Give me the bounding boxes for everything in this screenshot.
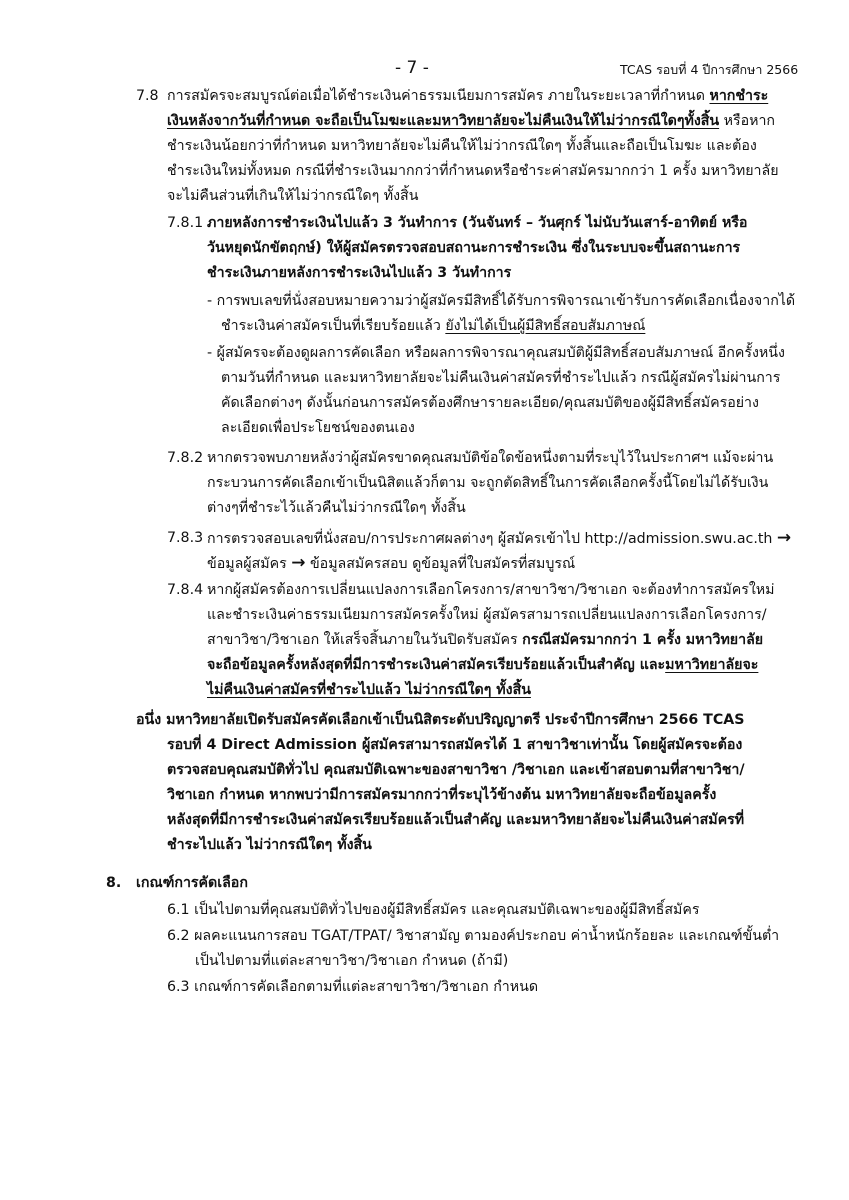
emphasis-text: กรณีสมัครมากกว่า 1 ครั้ง มหาวิทยาลัย (522, 632, 764, 648)
bullet-line (221, 316, 645, 336)
paragraph-line (167, 111, 775, 131)
section-number: 7.8.4 (167, 582, 204, 598)
list-item: 6.1 เป็นไปตามที่คุณสมบัติทั่วไปของผู้มีสิทธิ์สมัคร และคุณสมบัติเฉพาะของผู้มีสิทธิ์สมัคร (167, 902, 700, 918)
emphasis-text: เงินหลังจากวันที่กำหนด จะถือเป็นโมฆะและมหาวิทยาลัยจะไม่คืนเงินให้ไม่ว่ากรณีใดๆทั้งสิ้น (167, 113, 720, 129)
arrow-right-icon: → (291, 553, 306, 573)
paragraph-line: ภายหลังการชำระเงินไปแล้ว 3 วันทำการ (วันจันทร์ – วันศุกร์ ไม่นับวันเสาร์-อาทิตย์ หรือ (207, 215, 748, 231)
bullet-line: - ผู้สมัครจะต้องดูผลการคัดเลือก หรือผลการพิจารณาคุณสมบัติผู้มีสิทธิ์สอบสัมภาษณ์ อีกครั้งหนึ่ง (207, 345, 785, 361)
paragraph-line (207, 655, 758, 675)
list-item: 6.2 ผลคะแนนการสอบ TGAT/TPAT/ วิชาสามัญ ตามองค์ประกอบ ค่าน้ำหนักร้อยละ และเกณฑ์ขั้นต่ำ (167, 928, 780, 944)
section-number: 7.8.3 (167, 530, 204, 546)
text: สาขาวิชา/วิชาเอก ให้เสร็จสิ้นภายในวันปิดรับสมัคร (207, 632, 523, 648)
section-number: 8. (106, 875, 122, 891)
paragraph-line: ต่างๆที่ชำระไว้แล้วคืนไม่ว่ากรณีใดๆ ทั้งสิ้น (207, 500, 466, 516)
paragraph-line: หากผู้สมัครต้องการเปลี่ยนแปลงการเลือกโครงการ/สาขาวิชา/วิชาเอก จะต้องทำการสมัครใหม่ (207, 582, 775, 598)
bullet-line: คัดเลือกต่างๆ ดังนั้นก่อนการสมัครต้องศึกษารายละเอียด/คุณสมบัติของผู้มีสิทธิ์สมัครอย่าง (221, 395, 759, 411)
paragraph-line: กระบวนการคัดเลือกเข้าเป็นนิสิตแล้วก็ตาม จะถูกตัดสิทธิ์ในการคัดเลือกครั้งนี้โดยไม่ได้รับเงิน (207, 475, 769, 491)
list-item: 6.3 เกณฑ์การคัดเลือกตามที่แต่ละสาขาวิชา/วิชาเอก กำหนด (167, 979, 539, 995)
paragraph-line: หากตรวจพบภายหลังว่าผู้สมัครขาดคุณสมบัติข้อใดข้อหนึ่งตามที่ระบุไว้ในประกาศฯ แม้จะผ่าน (207, 450, 774, 466)
paragraph-line: ชำระเงินภายหลังการชำระเงินไปแล้ว 3 วันทำการ (207, 265, 512, 281)
paragraph-line (207, 630, 763, 650)
paragraph-line (207, 553, 575, 574)
section-title: เกณฑ์การคัดเลือก (136, 875, 248, 891)
emphasis-text: หากชำระ (709, 88, 769, 104)
text: หรือหาก (719, 113, 776, 129)
paragraph-line (207, 528, 791, 549)
arrow-right-icon: → (776, 528, 792, 548)
section-number: 7.8 (136, 88, 159, 104)
bullet-line: - การพบเลขที่นั่งสอบหมายความว่าผู้สมัครมีสิทธิ์ได้รับการพิจารณาเข้ารับการคัดเลือกเนื่องจากได้ (207, 293, 796, 309)
emphasis-text: มหาวิทยาลัยจะ (665, 657, 759, 673)
text: ชำระเงินค่าสมัครเป็นที่เรียบร้อยแล้ว (221, 318, 446, 334)
text: ข้อมูลผู้สมัคร (207, 556, 287, 572)
emphasis-text: จะถือข้อมูลครั้งหลังสุดที่มีการชำระเงินค่าสมัครเรียบร้อยแล้วเป็นสำคัญ และ (207, 657, 666, 673)
bullet-line: ตามวันที่กำหนด และมหาวิทยาลัยจะไม่คืนเงินค่าสมัครที่ชำระไปแล้ว กรณีผู้สมัครไม่ผ่านการ (221, 370, 781, 386)
page-number: - 7 - (395, 58, 429, 78)
bullet-line: ละเอียดเพื่อประโยชน์ของตนเอง (221, 420, 415, 436)
paragraph-line: และชำระเงินค่าธรรมเนียมการสมัครครั้งใหม่ ผู้สมัครสามารถเปลี่ยนแปลงการเลือกโครงการ/ (207, 607, 767, 623)
note-line: หลังสุดที่มีการชำระเงินค่าสมัครเรียบร้อยแล้วเป็นสำคัญ และมหาวิทยาลัยจะไม่คืนเงินค่าสมัครที่ (167, 812, 745, 828)
section-number: 7.8.1 (167, 215, 204, 231)
note-line: วิชาเอก กำหนด หากพบว่ามีการสมัครมากกว่าที่ระบุไว้ข้างต้น มหาวิทยาลัยจะถือข้อมูลครั้ง (167, 787, 717, 803)
document-header-title: TCAS รอบที่ 4 ปีการศึกษา 2566 (620, 62, 799, 77)
text: การสมัครจะสมบูรณ์ต่อเมื่อได้ชำระเงินค่าธรรมเนียมการสมัคร ภายในระยะเวลาที่กำหนด (167, 88, 710, 104)
underlined-text: ยังไม่ได้เป็นผู้มีสิทธิ์สอบสัมภาษณ์ (445, 318, 646, 334)
list-item-continuation: เป็นไปตามที่แต่ละสาขาวิชา/วิชาเอก กำหนด (ถ้ามี) (195, 953, 509, 969)
paragraph-line (167, 86, 768, 106)
paragraph-line: ชำระเงินน้อยกว่าที่กำหนด มหาวิทยาลัยจะไม่คืนให้ไม่ว่ากรณีใดๆ ทั้งสิ้นและถือเป็นโมฆะ และต้อง (167, 138, 757, 154)
note-line: ตรวจสอบคุณสมบัติทั่วไป คุณสมบัติเฉพาะของสาขาวิชา /วิชาเอก และเข้าสอบตามที่สาขาวิชา/ (167, 762, 745, 778)
section-number: 7.8.2 (167, 450, 204, 466)
paragraph-line: วันหยุดนักขัตฤกษ์) ให้ผู้สมัครตรวจสอบสถานะการชำระเงิน ซึ่งในระบบจะขึ้นสถานะการ (207, 240, 741, 256)
note-line: รอบที่ 4 Direct Admission ผู้สมัครสามารถสมัครได้ 1 สาขาวิชาเท่านั้น โดยผู้สมัครจะต้อง (167, 737, 743, 753)
note-line: อนึ่ง มหาวิทยาลัยเปิดรับสมัครคัดเลือกเข้าเป็นนิสิตระดับปริญญาตรี ประจำปีการศึกษา 2566 TCAS (136, 712, 745, 728)
note-line: ชำระไปแล้ว ไม่ว่ากรณีใดๆ ทั้งสิ้น (167, 837, 372, 853)
paragraph-line: จะไม่คืนส่วนที่เกินให้ไม่ว่ากรณีใดๆ ทั้งสิ้น (167, 188, 419, 204)
paragraph-line: ชำระเงินใหม่ทั้งหมด กรณีที่ชำระเงินมากกว่าที่กำหนดหรือชำระค่าสมัครมากกว่า 1 ครั้ง มหาวิทยาลัย (167, 163, 779, 179)
paragraph-line: ไม่คืนเงินค่าสมัครที่ชำระไปแล้ว ไม่ว่ากรณีใดๆ ทั้งสิ้น (207, 682, 531, 698)
text: การตรวจสอบเลขที่นั่งสอบ/การประกาศผลต่างๆ ผู้สมัครเข้าไป http://admission.swu.ac.th (207, 531, 773, 547)
text: ข้อมูลสมัครสอบ ดูข้อมูลที่ใบสมัครที่สมบูรณ์ (309, 556, 576, 572)
